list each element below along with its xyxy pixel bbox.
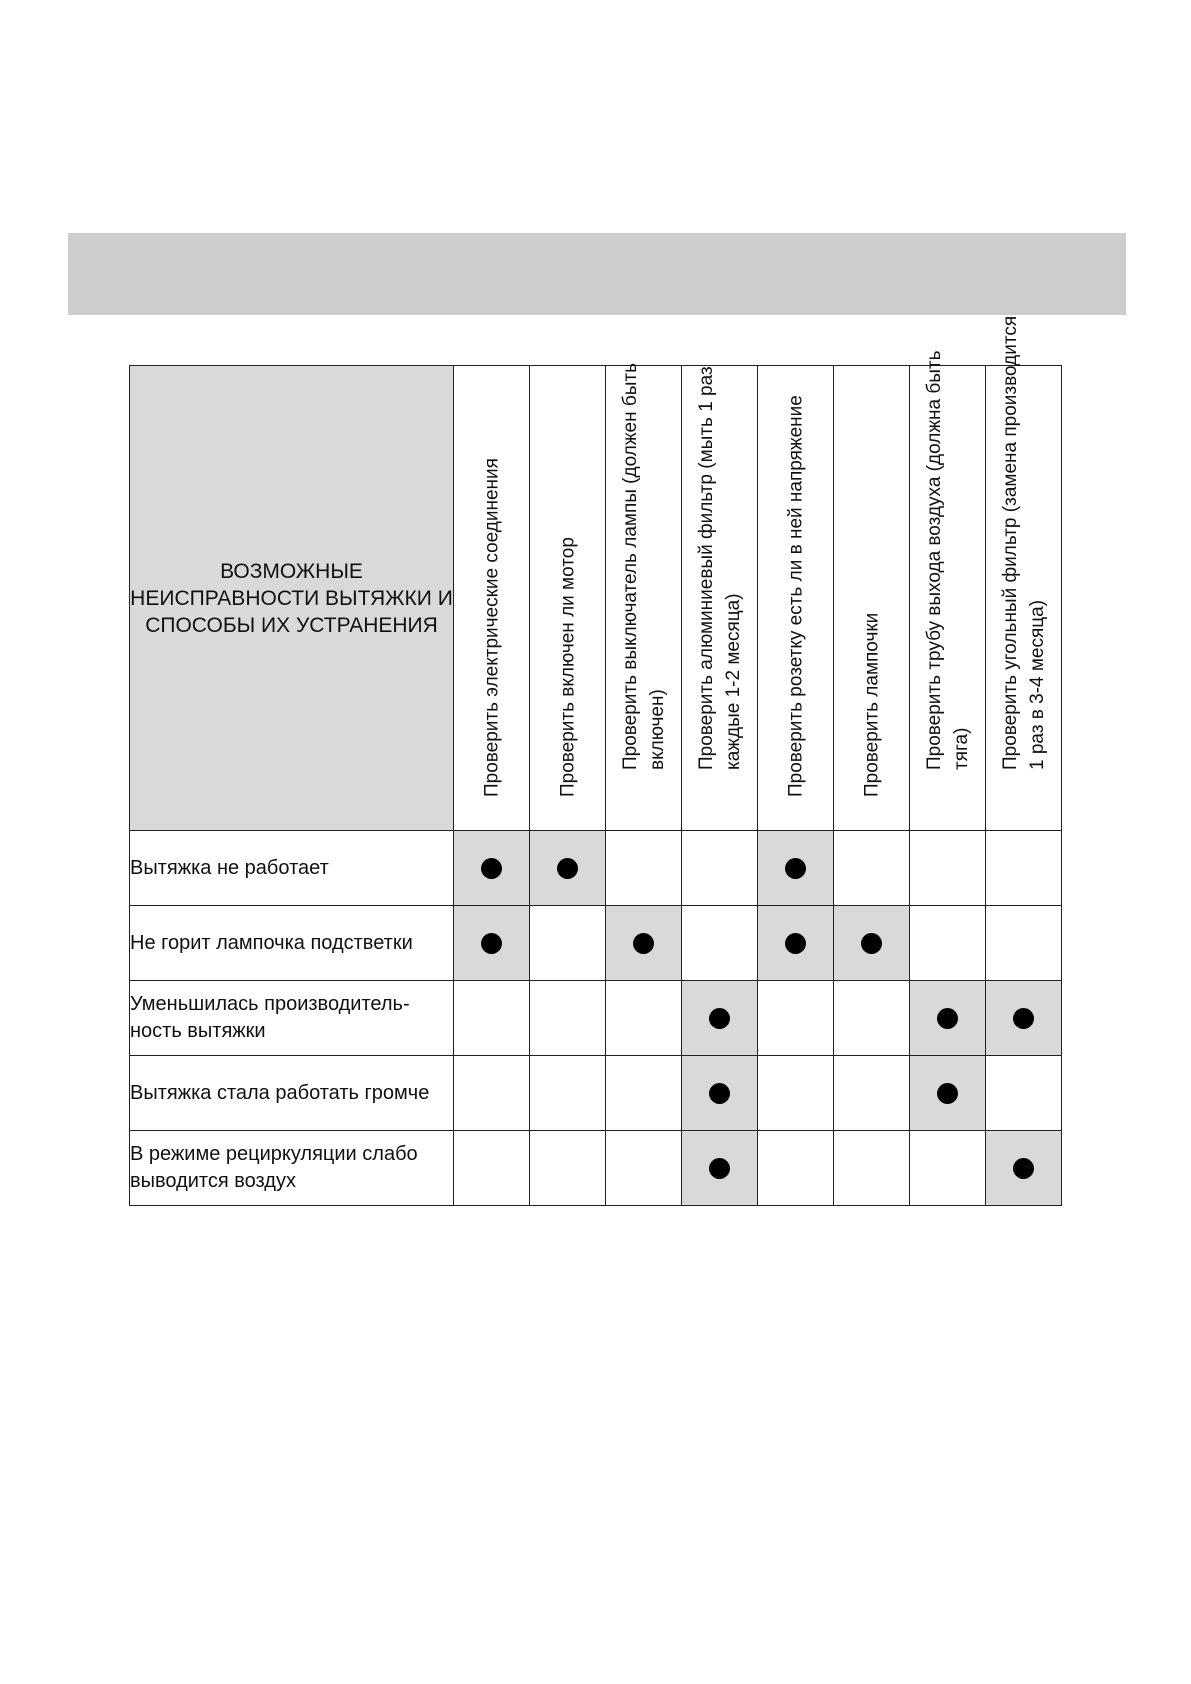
column-header-label: Проверить лампочки [861, 612, 882, 797]
bullet-dot-icon [785, 933, 806, 954]
empty-cell [986, 906, 1062, 981]
marked-cell [986, 981, 1062, 1056]
marked-cell [682, 1056, 758, 1131]
bullet-dot-icon [709, 1083, 730, 1104]
empty-cell [910, 1131, 986, 1206]
column-header-label: Проверить выключатель лампы (должен быть включен) [619, 362, 668, 770]
table-corner-title: ВОЗМОЖНЫЕ НЕИСПРАВНОСТИ ВЫТЯЖКИ И СПОСОБЫ ИХ УСТРАНЕНИЯ [130, 366, 454, 831]
column-header-label: Проверить трубу выхода воздуха (должна быть тяга) [923, 350, 972, 770]
empty-cell [606, 981, 682, 1056]
empty-cell [910, 906, 986, 981]
empty-cell [834, 1056, 910, 1131]
bullet-dot-icon [937, 1008, 958, 1029]
column-header [910, 350, 986, 831]
column-header-label: Проверить алюминиевый фильтр (мыть 1 раз каждые 1-2 месяца) [695, 366, 744, 770]
bullet-dot-icon [1013, 1008, 1034, 1029]
table-row [130, 1056, 1062, 1131]
empty-cell [530, 981, 606, 1056]
marked-cell [454, 831, 530, 906]
empty-cell [530, 1056, 606, 1131]
column-header [758, 366, 834, 831]
marked-cell [758, 831, 834, 906]
section-header-band [68, 233, 1126, 315]
marked-cell [910, 1056, 986, 1131]
column-header [454, 366, 530, 831]
table-row [130, 831, 1062, 906]
column-header-label: Проверить угольный фильтр (замена производится 1 раз в 3-4 месяца) [999, 315, 1048, 770]
marked-cell [682, 981, 758, 1056]
table-row [130, 906, 1062, 981]
bullet-dot-icon [557, 858, 578, 879]
empty-cell [606, 831, 682, 906]
bullet-dot-icon [481, 858, 502, 879]
column-header [530, 366, 606, 831]
column-header [606, 362, 682, 831]
empty-cell [758, 981, 834, 1056]
table-row [130, 1131, 1062, 1206]
marked-cell [986, 1131, 1062, 1206]
marked-cell [834, 906, 910, 981]
bullet-dot-icon [785, 858, 806, 879]
empty-cell [834, 831, 910, 906]
fault-label: В режиме рециркуляции слабо выводится воздух [130, 1131, 454, 1206]
bullet-dot-icon [709, 1008, 730, 1029]
column-header [682, 366, 758, 831]
fault-label: Вытяжка не работает [130, 831, 454, 906]
empty-cell [606, 1131, 682, 1206]
empty-cell [986, 831, 1062, 906]
empty-cell [454, 981, 530, 1056]
marked-cell [910, 981, 986, 1056]
empty-cell [606, 1056, 682, 1131]
bullet-dot-icon [709, 1158, 730, 1179]
empty-cell [682, 906, 758, 981]
empty-cell [910, 831, 986, 906]
fault-label: Уменьшилась производитель-ность вытяжки [130, 981, 454, 1056]
bullet-dot-icon [1013, 1158, 1034, 1179]
marked-cell [606, 906, 682, 981]
empty-cell [530, 1131, 606, 1206]
table-body [130, 831, 1062, 1206]
empty-cell [834, 981, 910, 1056]
marked-cell [530, 831, 606, 906]
empty-cell [530, 906, 606, 981]
table-row [130, 981, 1062, 1056]
marked-cell [454, 906, 530, 981]
column-header-label: Проверить розетку есть ли в ней напряжение [785, 395, 806, 797]
column-header-label: Проверить включен ли мотор [557, 537, 578, 797]
troubleshooting-table [129, 315, 1062, 1206]
fault-label: Вытяжка стала работать громче [130, 1056, 454, 1131]
table-header-row [130, 366, 1062, 831]
marked-cell [758, 906, 834, 981]
empty-cell [454, 1056, 530, 1131]
column-header-label: Проверить электрические соединения [481, 458, 502, 797]
empty-cell [454, 1131, 530, 1206]
bullet-dot-icon [937, 1083, 958, 1104]
fault-label: Не горит лампочка подстветки [130, 906, 454, 981]
column-header [986, 315, 1062, 831]
marked-cell [682, 1131, 758, 1206]
bullet-dot-icon [633, 933, 654, 954]
empty-cell [986, 1056, 1062, 1131]
empty-cell [682, 831, 758, 906]
empty-cell [758, 1131, 834, 1206]
bullet-dot-icon [861, 933, 882, 954]
empty-cell [758, 1056, 834, 1131]
empty-cell [834, 1131, 910, 1206]
bullet-dot-icon [481, 933, 502, 954]
column-header [834, 366, 910, 831]
